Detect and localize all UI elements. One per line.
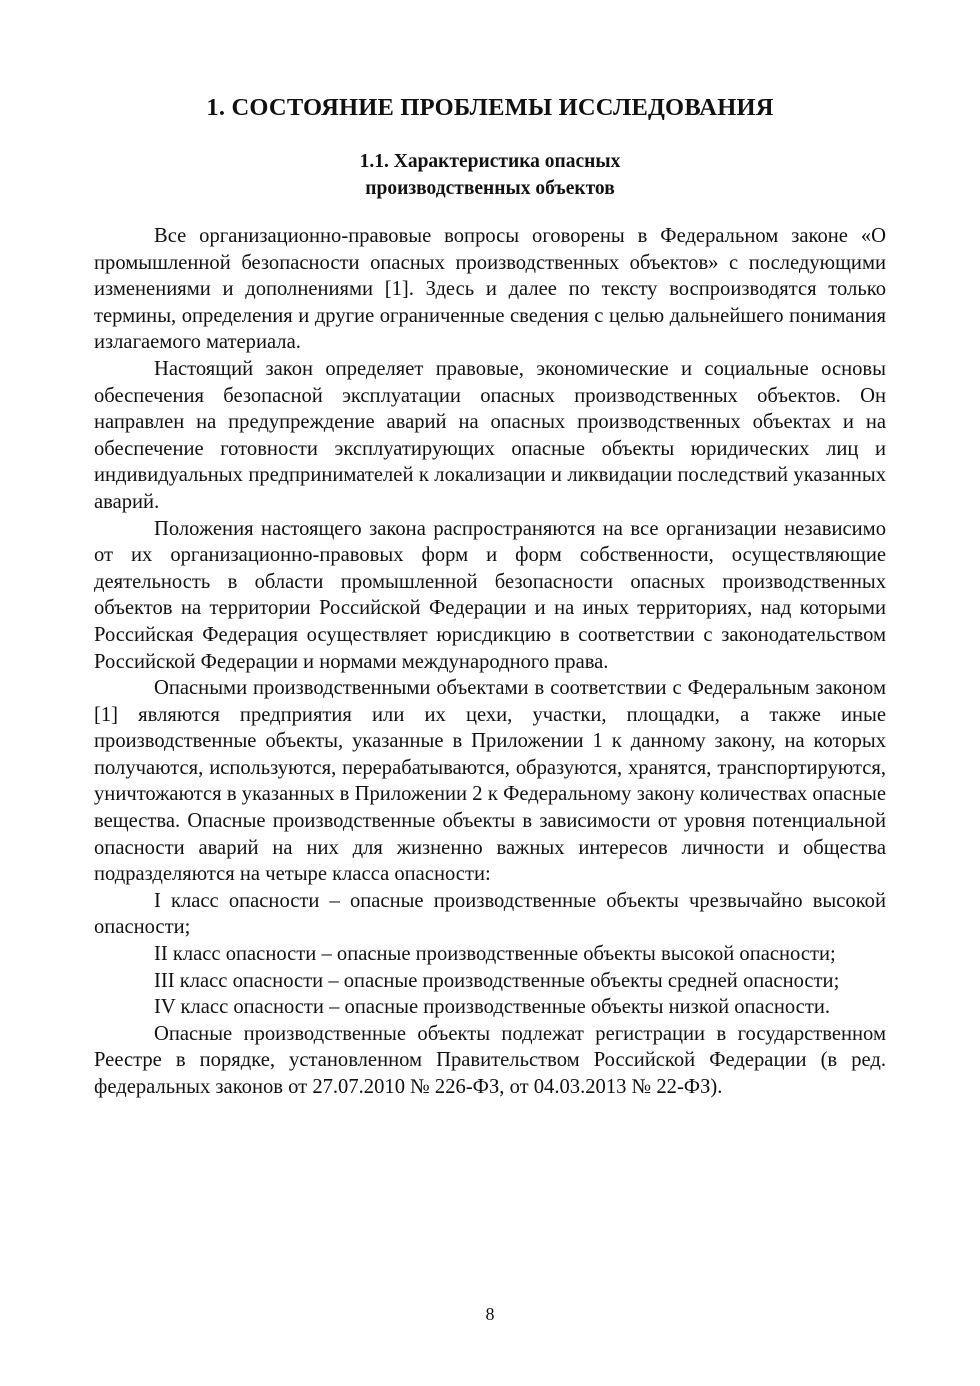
paragraph-hazard-class-3: III класс опасности – опасные производственные объекты средней опасности; [154,969,840,992]
paragraph: Положения настоящего закона распространяются на все организации независимо от их организационно-правовых форм и форм собственности, осуществляющие деятельность в области промышленной безопасности опасных производственных объектов на территории Российской Федерации и на иных территориях, над которыми Российская Федерация осуществляет юрисдикцию в соответствии с законодательством Российской Федерации и нормами международного права. [94,517,886,673]
chapter-title: 1. СОСТОЯНИЕ ПРОБЛЕМЫ ИССЛЕДОВАНИЯ [206,94,774,121]
page-number: 8 [485,1304,495,1324]
paragraph-hazard-class-2: II класс опасности – опасные производственные объекты высокой опасности; [154,943,836,966]
body-text [94,223,886,1101]
paragraph: Опасные производственные объекты подлежат регистрации в государственном Реестре в порядке, установленном Правительством Российской Федерации (в ред. федеральных законов от 27.07.2010 № 226-ФЗ, от 04.03.2013 № 22-ФЗ). [94,1022,886,1098]
section-title-line-2: производственных объектов [365,178,615,199]
section-title [94,148,886,202]
paragraph-hazard-class-4: IV класс опасности – опасные производственные объекты низкой опасности. [154,996,830,1019]
section-title-line-1: 1.1. Характеристика опасных [359,151,621,172]
paragraph: Опасными производственными объектами в соответствии с Федеральным законом [1] являются предприятия или их цехи, участки, площадки, а также иные производственные объекты, указанные в Приложении 1 к данному закону, на которых получаются, используются, перерабатываются, образуются, хранятся, транспортируются, уничтожаются в указанных в Приложении 2 к Федеральному закону количествах опасные вещества. Опасные производственные объекты в зависимости от уровня потенциальной опасности аварий на них для жизненно важных интересов личности и общества подразделяются на четыре класса опасности: [94,677,886,886]
paragraph: Все организационно-правовые вопросы оговорены в Федеральном законе «О промышленной безопасности опасных производственных объектов» с последующими изменениями и дополнениями [1]. Здесь и далее по тексту воспроизводятся только термины, определения и другие ограниченные сведения с целью дальнейшего понимания излагаемого материала. [94,225,886,354]
paragraph: Настоящий закон определяет правовые, экономические и социальные основы обеспечения безопасной эксплуатации опасных производственных объектов. Он направлен на предупреждение аварий на опасных производственных объектах и на обеспечение готовности эксплуатирующих опасные объекты юридических лиц и индивидуальных предпринимателей к локализации и ликвидации последствий указанных аварий. [94,357,886,513]
document-page [94,92,886,1101]
paragraph-hazard-class-1: I класс опасности – опасные производственные объекты чрезвычайно высокой опасности; [94,889,886,939]
